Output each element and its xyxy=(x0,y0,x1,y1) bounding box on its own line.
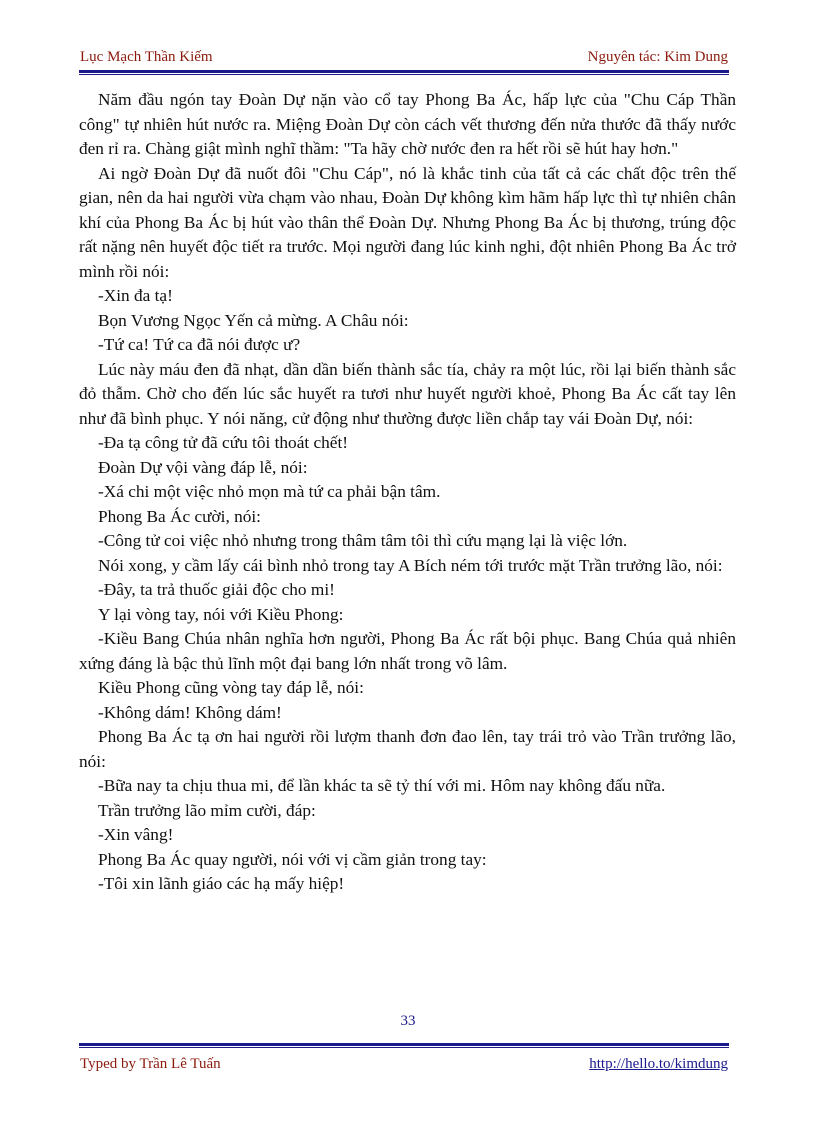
paragraph: Phong Ba Ác cười, nói: xyxy=(98,506,261,526)
paragraph: Kiều Phong cũng vòng tay đáp lễ, nói: xyxy=(98,678,364,697)
dialogue-line: -Xá chi một việc nhỏ mọn mà tứ ca phải bận tâm. xyxy=(98,482,441,501)
footer-divider xyxy=(79,1043,729,1048)
dialogue-line: -Đây, ta trả thuốc giải độc cho mi! xyxy=(98,580,335,599)
header-author: Nguyên tác: Kim Dung xyxy=(587,49,728,65)
dialogue-line: -Tứ ca! Tứ ca đã nói được ư? xyxy=(98,335,301,354)
page-header xyxy=(80,49,728,71)
header-divider xyxy=(79,70,729,75)
paragraph: Phong Ba Ác tạ ơn hai người rồi lượm thanh đơn đao lên, tay trái trỏ vào Trần trưởng lão, nói: xyxy=(79,727,736,771)
paragraph: Nói xong, y cầm lấy cái bình nhỏ trong tay A Bích ném tới trước mặt Trần trưởng lão, nói: xyxy=(98,555,723,575)
dialogue-line: -Kiều Bang Chúa nhân nghĩa hơn người, Phong Ba Ác rất bội phục. Bang Chúa quả nhiên xứng đáng là bậc thủ lĩnh một đại bang lớn nhất trong võ lâm. xyxy=(79,629,736,673)
dialogue-line: -Đa tạ công tử đã cứu tôi thoát chết! xyxy=(98,433,349,452)
footer-typist-credit: Typed by Trần Lê Tuấn xyxy=(80,1056,221,1072)
paragraph: Năm đầu ngón tay Đoàn Dự nặn vào cổ tay Phong Ba Ác, hấp lực của "Chu Cáp Thần công" tự nhiên hút nước ra. Miệng Đoàn Dự còn cách vết thương đến nửa thước đã thấy nước đen rỉ ra. Chàng giật mình nghĩ thầm: "Ta hãy chờ nước đen ra hết rồi sẽ hút hay hơn." xyxy=(79,90,736,158)
dialogue-line: -Xin vâng! xyxy=(98,825,174,844)
header-book-title: Lục Mạch Thần Kiếm xyxy=(80,49,213,65)
paragraph: Trần trưởng lão mỉm cười, đáp: xyxy=(98,800,316,820)
dialogue-line: -Tôi xin lãnh giáo các hạ mấy hiệp! xyxy=(98,874,345,893)
paragraph: Y lại vòng tay, nói với Kiều Phong: xyxy=(98,604,344,624)
paragraph: Phong Ba Ác quay người, nói với vị cầm giản trong tay: xyxy=(98,849,487,869)
paragraph: Ai ngờ Đoàn Dự đã nuốt đôi "Chu Cáp", nó là khắc tinh của tất cả các chất độc trên thế gian, nên da hai người vừa chạm vào nhau, Đoàn Dự không kìm hãm hấp lực thì tự nhiên chân khí của Phong Ba Ác bị hút vào thân thể Đoàn Dự. Nhưng Phong Ba Ác bị thương, trúng độc rất nặng nên huyết độc tiết ra trước. Mọi người đang lúc kinh nghi, đột nhiên Phong Ba Ác trở mình rồi nói: xyxy=(79,163,736,281)
dialogue-line: -Bữa nay ta chịu thua mi, để lần khác ta sẽ tỷ thí với mi. Hôm nay không đấu nữa. xyxy=(98,776,666,795)
paragraph: Đoàn Dự vội vàng đáp lễ, nói: xyxy=(98,457,308,477)
page-body xyxy=(79,88,736,897)
paragraph: Bọn Vương Ngọc Yến cả mừng. A Châu nói: xyxy=(98,310,409,330)
page-number: 33 xyxy=(400,1013,416,1029)
dialogue-line: -Xin đa tạ! xyxy=(98,286,173,305)
paragraph: Lúc này máu đen đã nhạt, dần dần biến thành sắc tía, chảy ra một lúc, rồi lại biến thành sắc đỏ thẫm. Chờ cho đến lúc sắc huyết ra tươi như huyết người khoẻ, Phong Ba Ác cất tay lên như đã bình phục. Y nói năng, cử động như thường được liền chắp tay vái Đoàn Dự, nói: xyxy=(79,359,736,428)
dialogue-line: -Không dám! Không dám! xyxy=(98,702,282,722)
dialogue-line: -Công tử coi việc nhỏ nhưng trong thâm tâm tôi thì cứu mạng lại là việc lớn. xyxy=(98,531,628,550)
page-footer xyxy=(80,1056,728,1078)
footer-website-link[interactable]: http://hello.to/kimdung xyxy=(589,1056,728,1072)
